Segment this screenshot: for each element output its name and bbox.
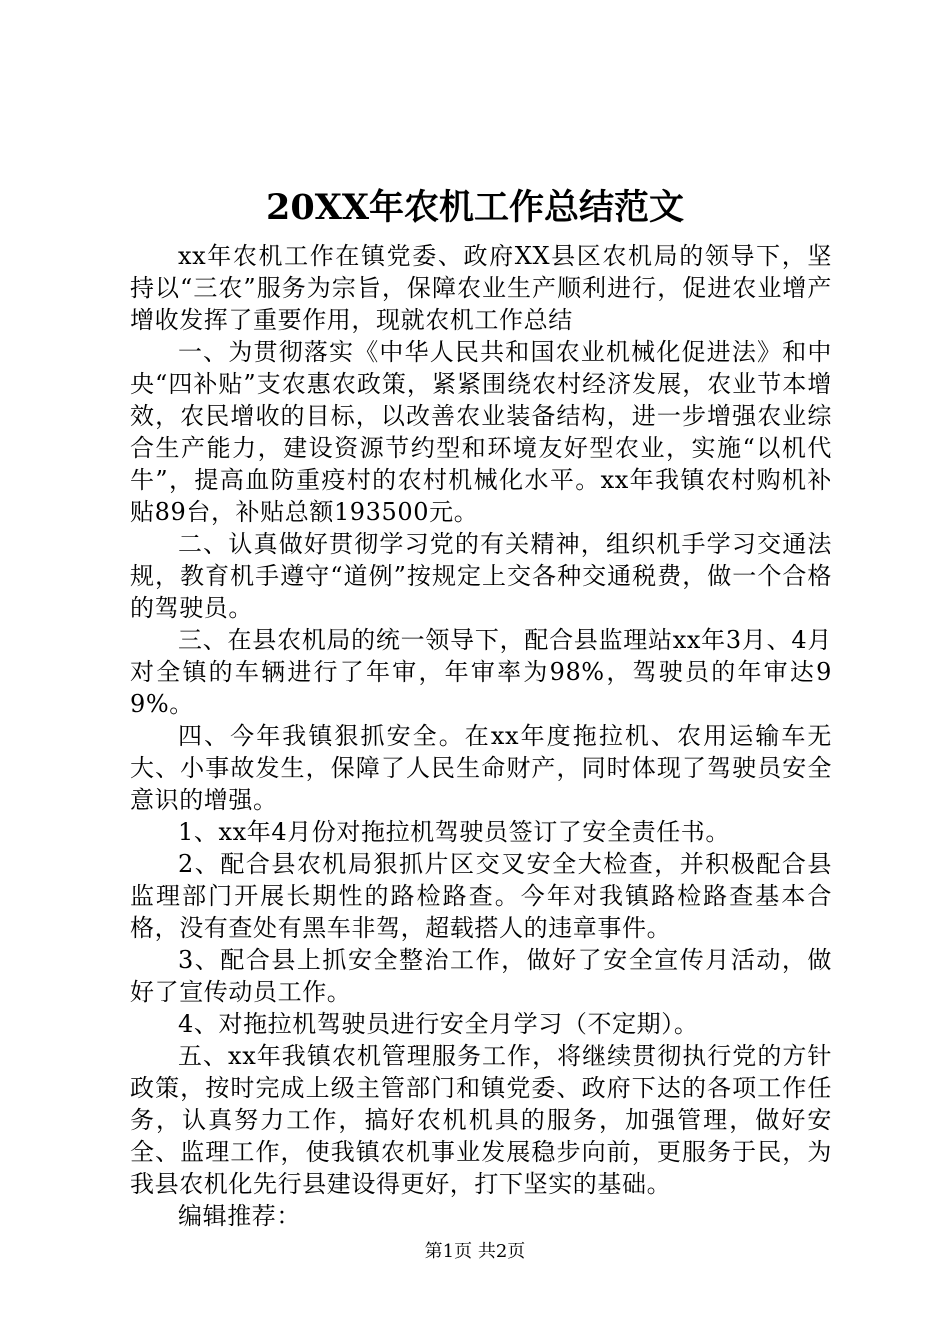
paragraph-section-4: 四、今年我镇狠抓安全。在xx年度拖拉机、农用运输车无大、小事故发生，保障了人民生命财产，同时体现了驾驶员安全意识的增强。 (130, 722, 832, 814)
page-number: 第1页 共2页 (424, 1241, 526, 1262)
paragraph-section-2: 二、认真做好贯彻学习党的有关精神，组织机手学习交通法规，教育机手遵守“道例”按规定上交各种交通税费，做一个合格的驾驶员。 (130, 530, 832, 622)
paragraph-section-5: 五、xx年我镇农机管理服务工作，将继续贯彻执行党的方针政策，按时完成上级主管部门和镇党委、政府下达的各项工作任务，认真努力工作，搞好农机机具的服务，加强管理，做好安全、监理工作，使我镇农机事业发展稳步向前，更服务于民，为我县农机化先行县建设得更好，打下坚实的基础。 (130, 1042, 832, 1198)
paragraph-item-2: 2、配合县农机局狠抓片区交叉安全大检查，并积极配合县监理部门开展长期性的路检路查。今年对我镇路检路查基本合格，没有查处有黑车非驾，超载搭人的违章事件。 (130, 850, 832, 942)
paragraph-intro: xx年农机工作在镇党委、政府XX县区农机局的领导下，坚持以“三农”服务为宗旨，保障农业生产顺利进行，促进农业增产增收发挥了重要作用，现就农机工作总结 (130, 242, 832, 334)
paragraph-item-3: 3、配合县上抓安全整治工作，做好了安全宣传月活动，做好了宣传动员工作。 (130, 946, 832, 1006)
paragraph-item-4: 4、对拖拉机驾驶员进行安全月学习（不定期）。 (178, 1010, 699, 1038)
document-title: 20XX年农机工作总结范文 (265, 187, 685, 228)
paragraph-section-1: 一、为贯彻落实《中华人民共和国农业机械化促进法》和中央“四补贴”支农惠农政策，紧紧围绕农村经济发展，农业节本增效，农民增收的目标，以改善农业装备结构，进一步增强农业综合生产能力，建设资源节约型和环境友好型农业，实施“以机代牛”，提高血防重疫村的农村机械化水平。xx年我镇农村购机补贴89台，补贴总额193500元。 (130, 338, 832, 526)
paragraph-section-3: 三、在县农机局的统一领导下，配合县监理站xx年3月、4月对全镇的车辆进行了年审，年审率为98%，驾驶员的年审达99%。 (130, 626, 832, 718)
document-body (130, 240, 832, 1232)
paragraph-recommend: 编辑推荐： (178, 1202, 301, 1230)
paragraph-item-1: 1、xx年4月份对拖拉机驾驶员签订了安全责任书。 (178, 818, 731, 846)
